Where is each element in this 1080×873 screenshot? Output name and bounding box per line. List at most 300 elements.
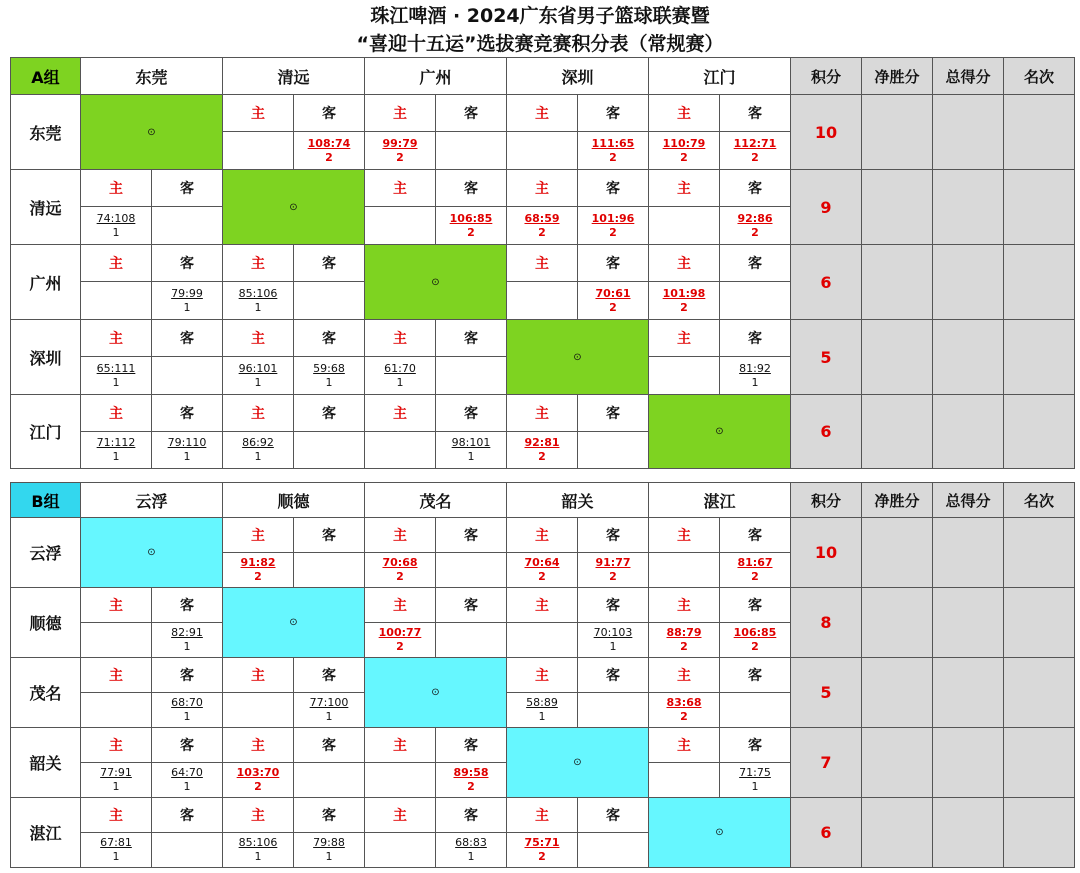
- match-points: 2: [254, 570, 262, 583]
- match-score: 64:70: [171, 766, 203, 779]
- home-result-cell: [365, 132, 436, 170]
- away-result-cell: [152, 623, 223, 658]
- match-score: 77:91: [100, 766, 132, 779]
- home-label: 主: [365, 170, 436, 207]
- home-result-cell: [365, 553, 436, 588]
- home-result-cell: [649, 282, 720, 320]
- home-label: 主: [507, 588, 578, 623]
- match-score: 81:67: [737, 556, 773, 569]
- home-result-cell: [81, 207, 152, 245]
- column-header-team: 顺德: [223, 483, 365, 518]
- column-header-team: 深圳: [507, 58, 649, 95]
- home-result-cell: [223, 553, 294, 588]
- home-label: 主: [507, 95, 578, 132]
- home-result-cell: [649, 553, 720, 588]
- away-label: 客: [436, 728, 507, 763]
- away-result-cell: [578, 207, 649, 245]
- row-team-name: 顺德: [11, 588, 81, 658]
- match-points: 1: [254, 300, 262, 314]
- away-result-cell: [152, 432, 223, 469]
- match-points: 2: [680, 300, 688, 314]
- match-score: 108:74: [307, 136, 351, 150]
- match-points: 2: [325, 150, 333, 164]
- total-score-cell: [933, 170, 1004, 245]
- match-score: 68:59: [524, 211, 560, 225]
- match-score: 59:68: [313, 361, 345, 375]
- page-subtitle: “喜迎十五运”选拔赛竞赛积分表（常规赛）: [356, 33, 724, 55]
- home-result-cell: [507, 207, 578, 245]
- rank-cell: [1004, 588, 1075, 658]
- away-result-cell: [152, 763, 223, 798]
- net-points-cell: [862, 798, 933, 868]
- match-score: 106:85: [449, 211, 493, 225]
- match-points: 2: [538, 570, 546, 583]
- away-label: 客: [294, 658, 365, 693]
- away-result-cell: [152, 207, 223, 245]
- match-score: 92:81: [524, 436, 560, 449]
- away-label: 客: [578, 798, 649, 833]
- row-team-name: 清远: [11, 170, 81, 245]
- self-match-cell: ⊙: [365, 245, 507, 320]
- home-label: 主: [507, 518, 578, 553]
- match-points: 1: [325, 375, 333, 389]
- match-score: 92:86: [737, 211, 773, 225]
- match-points: 2: [467, 780, 475, 793]
- match-score: 61:70: [384, 361, 416, 375]
- match-score: 101:98: [662, 286, 706, 300]
- rank-cell: [1004, 245, 1075, 320]
- home-label: 主: [81, 320, 152, 357]
- away-result-cell: [578, 132, 649, 170]
- home-result-cell: [507, 432, 578, 469]
- match-points: 1: [467, 450, 475, 463]
- match-points: 2: [609, 570, 617, 583]
- home-result-cell: [81, 693, 152, 728]
- match-score: 96:101: [238, 361, 278, 375]
- away-result-cell: [294, 132, 365, 170]
- column-header-team: 湛江: [649, 483, 791, 518]
- match-points: 2: [609, 300, 617, 314]
- away-result-cell: [294, 693, 365, 728]
- away-result-cell: [578, 623, 649, 658]
- home-label: 主: [81, 245, 152, 282]
- self-match-cell: ⊙: [507, 728, 649, 798]
- away-label: 客: [294, 95, 365, 132]
- home-result-cell: [81, 623, 152, 658]
- away-label: 客: [578, 170, 649, 207]
- away-label: 客: [294, 728, 365, 763]
- away-result-cell: [436, 132, 507, 170]
- home-label: 主: [649, 320, 720, 357]
- points-cell: 10: [791, 518, 862, 588]
- rank-cell: [1004, 798, 1075, 868]
- match-points: 1: [112, 450, 120, 463]
- self-match-cell: ⊙: [649, 798, 791, 868]
- home-result-cell: [81, 432, 152, 469]
- row-team-name: 茂名: [11, 658, 81, 728]
- net-points-cell: [862, 95, 933, 170]
- match-score: 70:64: [524, 556, 560, 569]
- home-label: 主: [649, 95, 720, 132]
- match-points: 2: [254, 780, 262, 793]
- page-title: 珠江啤酒 · 2024广东省男子篮球联赛暨: [370, 5, 710, 27]
- away-label: 客: [578, 245, 649, 282]
- away-result-cell: [436, 763, 507, 798]
- away-label: 客: [152, 728, 223, 763]
- row-team-name: 江门: [11, 395, 81, 469]
- away-label: 客: [436, 320, 507, 357]
- match-points: 1: [751, 780, 759, 793]
- away-label: 客: [294, 395, 365, 432]
- match-points: 1: [183, 640, 191, 653]
- match-points: 2: [680, 150, 688, 164]
- home-label: 主: [223, 395, 294, 432]
- match-points: 1: [467, 850, 475, 863]
- table-row: [11, 170, 1075, 207]
- match-points: 1: [183, 780, 191, 793]
- table-row: [11, 395, 1075, 432]
- home-label: 主: [365, 95, 436, 132]
- away-label: 客: [720, 170, 791, 207]
- row-team-name: 东莞: [11, 95, 81, 170]
- total-score-cell: [933, 518, 1004, 588]
- net-points-cell: [862, 658, 933, 728]
- match-score: 79:110: [167, 436, 207, 449]
- rank-cell: [1004, 395, 1075, 469]
- column-header-team: 清远: [223, 58, 365, 95]
- home-label: 主: [365, 395, 436, 432]
- match-score: 99:79: [382, 136, 418, 150]
- match-points: 1: [183, 450, 191, 463]
- match-points: 2: [751, 225, 759, 239]
- home-result-cell: [223, 432, 294, 469]
- match-score: 67:81: [100, 836, 132, 849]
- away-label: 客: [294, 518, 365, 553]
- self-match-cell: ⊙: [81, 518, 223, 588]
- home-label: 主: [81, 588, 152, 623]
- away-label: 客: [152, 588, 223, 623]
- away-label: 客: [152, 395, 223, 432]
- home-result-cell: [223, 833, 294, 868]
- away-label: 客: [720, 320, 791, 357]
- points-cell: 6: [791, 245, 862, 320]
- home-result-cell: [81, 282, 152, 320]
- home-label: 主: [649, 728, 720, 763]
- table-row: [11, 658, 1075, 693]
- match-points: 1: [609, 640, 617, 653]
- away-result-cell: [578, 693, 649, 728]
- total-score-cell: [933, 320, 1004, 395]
- column-header-team: 茂名: [365, 483, 507, 518]
- group-b-table: [10, 482, 1075, 868]
- rank-cell: [1004, 95, 1075, 170]
- home-label: 主: [223, 95, 294, 132]
- table-row: [11, 245, 1075, 282]
- match-score: 71:75: [739, 766, 771, 779]
- match-score: 81:92: [739, 361, 771, 375]
- home-label: 主: [507, 658, 578, 693]
- net-points-cell: [862, 518, 933, 588]
- home-label: 主: [81, 728, 152, 763]
- match-points: 2: [751, 150, 759, 164]
- group-label: A组: [11, 58, 81, 95]
- match-points: 2: [538, 225, 546, 239]
- match-points: 2: [396, 570, 404, 583]
- home-label: 主: [507, 170, 578, 207]
- match-score: 77:100: [309, 696, 349, 709]
- away-label: 客: [578, 518, 649, 553]
- away-label: 客: [578, 395, 649, 432]
- match-points: 2: [680, 640, 688, 653]
- match-score: 110:79: [662, 136, 706, 150]
- home-label: 主: [81, 658, 152, 693]
- table-row: [11, 588, 1075, 623]
- match-score: 85:106: [238, 286, 278, 300]
- home-result-cell: [649, 207, 720, 245]
- points-cell: 9: [791, 170, 862, 245]
- away-result-cell: [436, 432, 507, 469]
- match-score: 74:108: [96, 211, 136, 225]
- away-result-cell: [152, 693, 223, 728]
- home-result-cell: [365, 833, 436, 868]
- stat-header: 净胜分: [862, 483, 933, 518]
- match-points: 2: [538, 450, 546, 463]
- total-score-cell: [933, 658, 1004, 728]
- away-result-cell: [720, 623, 791, 658]
- match-points: 1: [254, 450, 262, 463]
- away-label: 客: [578, 95, 649, 132]
- home-result-cell: [649, 132, 720, 170]
- match-points: 1: [254, 375, 262, 389]
- home-label: 主: [649, 588, 720, 623]
- away-label: 客: [294, 798, 365, 833]
- home-label: 主: [223, 245, 294, 282]
- home-label: 主: [223, 518, 294, 553]
- away-result-cell: [720, 553, 791, 588]
- net-points-cell: [862, 395, 933, 469]
- table-row: [11, 798, 1075, 833]
- home-result-cell: [507, 623, 578, 658]
- match-score: 68:70: [171, 696, 203, 709]
- points-cell: 5: [791, 320, 862, 395]
- away-label: 客: [578, 588, 649, 623]
- points-cell: 8: [791, 588, 862, 658]
- away-label: 客: [578, 658, 649, 693]
- home-label: 主: [223, 798, 294, 833]
- away-label: 客: [720, 658, 791, 693]
- away-result-cell: [720, 693, 791, 728]
- away-label: 客: [720, 518, 791, 553]
- match-score: 79:88: [313, 836, 345, 849]
- stat-header: 总得分: [933, 483, 1004, 518]
- table-row: [11, 320, 1075, 357]
- match-score: 85:106: [238, 836, 278, 849]
- total-score-cell: [933, 95, 1004, 170]
- match-score: 86:92: [242, 436, 274, 449]
- match-points: 1: [538, 710, 546, 723]
- away-result-cell: [152, 833, 223, 868]
- away-result-cell: [152, 282, 223, 320]
- rank-cell: [1004, 170, 1075, 245]
- stat-header: 总得分: [933, 58, 1004, 95]
- match-score: 70:103: [593, 626, 633, 639]
- home-result-cell: [649, 763, 720, 798]
- away-label: 客: [436, 170, 507, 207]
- home-label: 主: [81, 170, 152, 207]
- home-result-cell: [649, 623, 720, 658]
- match-score: 101:96: [591, 211, 635, 225]
- away-result-cell: [720, 132, 791, 170]
- away-result-cell: [720, 282, 791, 320]
- match-points: 2: [396, 150, 404, 164]
- match-points: 1: [183, 710, 191, 723]
- home-result-cell: [81, 763, 152, 798]
- match-points: 2: [609, 225, 617, 239]
- self-match-cell: ⊙: [223, 588, 365, 658]
- match-score: 106:85: [733, 626, 777, 639]
- home-label: 主: [507, 245, 578, 282]
- away-label: 客: [436, 518, 507, 553]
- away-label: 客: [436, 588, 507, 623]
- home-result-cell: [223, 132, 294, 170]
- column-header-team: 云浮: [81, 483, 223, 518]
- home-label: 主: [223, 320, 294, 357]
- stat-header: 名次: [1004, 483, 1075, 518]
- match-points: 1: [396, 375, 404, 389]
- match-score: 70:61: [595, 286, 631, 300]
- net-points-cell: [862, 170, 933, 245]
- table-row: [11, 95, 1075, 132]
- net-points-cell: [862, 588, 933, 658]
- home-label: 主: [507, 798, 578, 833]
- match-points: 2: [538, 850, 546, 863]
- self-match-cell: ⊙: [81, 95, 223, 170]
- home-result-cell: [507, 693, 578, 728]
- home-label: 主: [649, 518, 720, 553]
- away-result-cell: [436, 207, 507, 245]
- match-points: 1: [112, 225, 120, 239]
- match-score: 79:99: [171, 286, 203, 300]
- home-result-cell: [81, 833, 152, 868]
- self-match-cell: ⊙: [649, 395, 791, 469]
- match-points: 1: [112, 850, 120, 863]
- column-header-team: 东莞: [81, 58, 223, 95]
- stat-header: 净胜分: [862, 58, 933, 95]
- stat-header: 积分: [791, 58, 862, 95]
- match-points: 1: [325, 850, 333, 863]
- home-label: 主: [365, 588, 436, 623]
- away-result-cell: [294, 553, 365, 588]
- stat-header: 积分: [791, 483, 862, 518]
- away-result-cell: [294, 833, 365, 868]
- points-cell: 5: [791, 658, 862, 728]
- match-points: 2: [609, 150, 617, 164]
- away-result-cell: [578, 833, 649, 868]
- match-score: 91:82: [240, 556, 276, 569]
- match-points: 2: [680, 710, 688, 723]
- home-result-cell: [365, 432, 436, 469]
- home-label: 主: [365, 728, 436, 763]
- home-label: 主: [81, 798, 152, 833]
- away-result-cell: [578, 432, 649, 469]
- net-points-cell: [862, 728, 933, 798]
- points-cell: 6: [791, 798, 862, 868]
- home-result-cell: [507, 282, 578, 320]
- match-score: 82:91: [171, 626, 203, 639]
- self-match-cell: ⊙: [507, 320, 649, 395]
- total-score-cell: [933, 588, 1004, 658]
- match-score: 58:89: [526, 696, 558, 709]
- match-points: 2: [396, 640, 404, 653]
- self-match-cell: ⊙: [365, 658, 507, 728]
- away-label: 客: [720, 245, 791, 282]
- table-row: [11, 518, 1075, 553]
- away-result-cell: [436, 553, 507, 588]
- net-points-cell: [862, 245, 933, 320]
- away-label: 客: [720, 95, 791, 132]
- match-score: 68:83: [455, 836, 487, 849]
- away-result-cell: [294, 432, 365, 469]
- away-result-cell: [578, 282, 649, 320]
- match-score: 89:58: [453, 766, 489, 779]
- home-label: 主: [507, 395, 578, 432]
- match-score: 88:79: [666, 626, 702, 639]
- points-cell: 10: [791, 95, 862, 170]
- home-label: 主: [365, 320, 436, 357]
- home-result-cell: [507, 553, 578, 588]
- match-points: 2: [467, 225, 475, 239]
- match-points: 1: [751, 375, 759, 389]
- away-result-cell: [436, 833, 507, 868]
- away-label: 客: [294, 320, 365, 357]
- match-score: 83:68: [666, 696, 702, 709]
- match-score: 100:77: [378, 626, 422, 639]
- match-points: 1: [254, 850, 262, 863]
- away-result-cell: [436, 357, 507, 395]
- home-result-cell: [649, 693, 720, 728]
- away-label: 客: [152, 170, 223, 207]
- home-result-cell: [507, 833, 578, 868]
- stat-header: 名次: [1004, 58, 1075, 95]
- row-team-name: 广州: [11, 245, 81, 320]
- away-label: 客: [152, 658, 223, 693]
- away-result-cell: [720, 763, 791, 798]
- home-result-cell: [507, 132, 578, 170]
- home-label: 主: [649, 658, 720, 693]
- home-label: 主: [365, 798, 436, 833]
- rank-cell: [1004, 518, 1075, 588]
- total-score-cell: [933, 395, 1004, 469]
- total-score-cell: [933, 728, 1004, 798]
- row-team-name: 韶关: [11, 728, 81, 798]
- away-result-cell: [436, 623, 507, 658]
- match-score: 65:111: [96, 361, 136, 375]
- home-result-cell: [223, 763, 294, 798]
- away-label: 客: [720, 588, 791, 623]
- away-result-cell: [578, 553, 649, 588]
- away-label: 客: [294, 245, 365, 282]
- home-result-cell: [365, 357, 436, 395]
- match-points: 1: [325, 710, 333, 723]
- away-result-cell: [294, 357, 365, 395]
- home-result-cell: [365, 763, 436, 798]
- match-points: 1: [183, 300, 191, 314]
- away-label: 客: [436, 395, 507, 432]
- column-header-team: 韶关: [507, 483, 649, 518]
- points-cell: 7: [791, 728, 862, 798]
- match-score: 111:65: [591, 136, 635, 150]
- group-label: B组: [11, 483, 81, 518]
